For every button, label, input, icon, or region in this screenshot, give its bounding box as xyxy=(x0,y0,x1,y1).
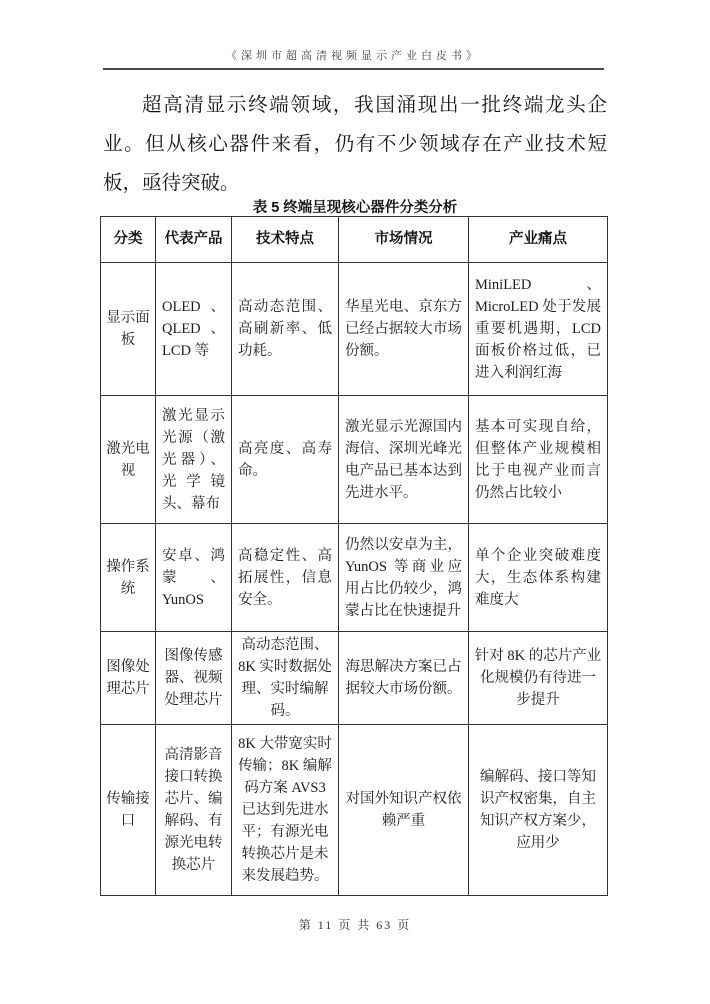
table-cell: 编解码、接口等知识产权密集，自主知识产权方案少，应用少 xyxy=(469,725,608,896)
table-header-row xyxy=(101,217,608,263)
page-number-footer: 第 11 页 共 63 页 xyxy=(298,918,412,932)
table-cell: 显示面板 xyxy=(101,263,156,396)
table-cell: 激光显示光源（激光器）、光学镜头、幕布 xyxy=(156,396,232,524)
table-row xyxy=(101,725,608,896)
table-cell: 高稳定性、高拓展性，信息安全。 xyxy=(232,524,339,632)
table-cell: 针对 8K 的芯片产业化规模仍有待进一步提升 xyxy=(469,632,608,725)
table-cell: 仍然以安卓为主，YunOS 等商业应用占比仍较少，鸿蒙占比在快速提升 xyxy=(339,524,469,632)
header-divider xyxy=(103,68,604,70)
table-row xyxy=(101,632,608,725)
column-header-market: 市场情况 xyxy=(339,217,469,263)
table-row xyxy=(101,263,608,396)
table-cell: 图像处理芯片 xyxy=(101,632,156,725)
table-cell: 海思解决方案已占据较大市场份额。 xyxy=(339,632,469,725)
column-header-tech: 技术特点 xyxy=(232,217,339,263)
table-cell: 激光电视 xyxy=(101,396,156,524)
table-title: 表 5 终端呈现核心器件分类分析 xyxy=(252,200,458,216)
table-cell: 单个企业突破难度大，生态体系构建难度大 xyxy=(469,524,608,632)
table-cell: OLED、QLED、LCD 等 xyxy=(156,263,232,396)
column-header-products: 代表产品 xyxy=(156,217,232,263)
table-row xyxy=(101,396,608,524)
column-header-painpoint: 产业痛点 xyxy=(469,217,608,263)
table-cell: 图像传感器、视频处理芯片 xyxy=(156,632,232,725)
table-cell: 安卓、鸿蒙、YunOS xyxy=(156,524,232,632)
table-cell: MiniLED、MicroLED 处于发展重要机遇期，LCD 面板价格过低，已进入利润红海 xyxy=(469,263,608,396)
table-cell: 高清影音接口转换芯片、编解码、有源光电转换芯片 xyxy=(156,725,232,896)
body-paragraph: 超高清显示终端领域，我国涌现出一批终端龙头企业。但从核心器件来看，仍有不少领域存在产业技术短板，亟待突破。 xyxy=(103,95,607,194)
table-cell: 华星光电、京东方已经占据较大市场份额。 xyxy=(339,263,469,396)
table-cell: 高动态范围、8K 实时数据处理、实时编解码。 xyxy=(232,632,339,725)
table-row xyxy=(101,524,608,632)
table-cell: 操作系统 xyxy=(101,524,156,632)
column-header-category: 分类 xyxy=(101,217,156,263)
table-cell: 激光显示光源国内海信、深圳光峰光电产品已基本达到先进水平。 xyxy=(339,396,469,524)
table-cell: 传输接口 xyxy=(101,725,156,896)
table-cell: 高亮度、高寿命。 xyxy=(232,396,339,524)
table-cell: 对国外知识产权依赖严重 xyxy=(339,725,469,896)
core-components-table xyxy=(100,216,608,896)
table-cell: 8K 大带宽实时传输；8K 编解码方案 AVS3 已达到先进水平；有源光电转换芯片是未来发展趋势。 xyxy=(232,725,339,896)
document-header-title: 《深圳市超高清视频显示产业白皮书》 xyxy=(226,50,481,62)
table-cell: 基本可实现自给，但整体产业规模相比于电视产业而言仍然占比较小 xyxy=(469,396,608,524)
table-cell: 高动态范围、高刷新率、低功耗。 xyxy=(232,263,339,396)
